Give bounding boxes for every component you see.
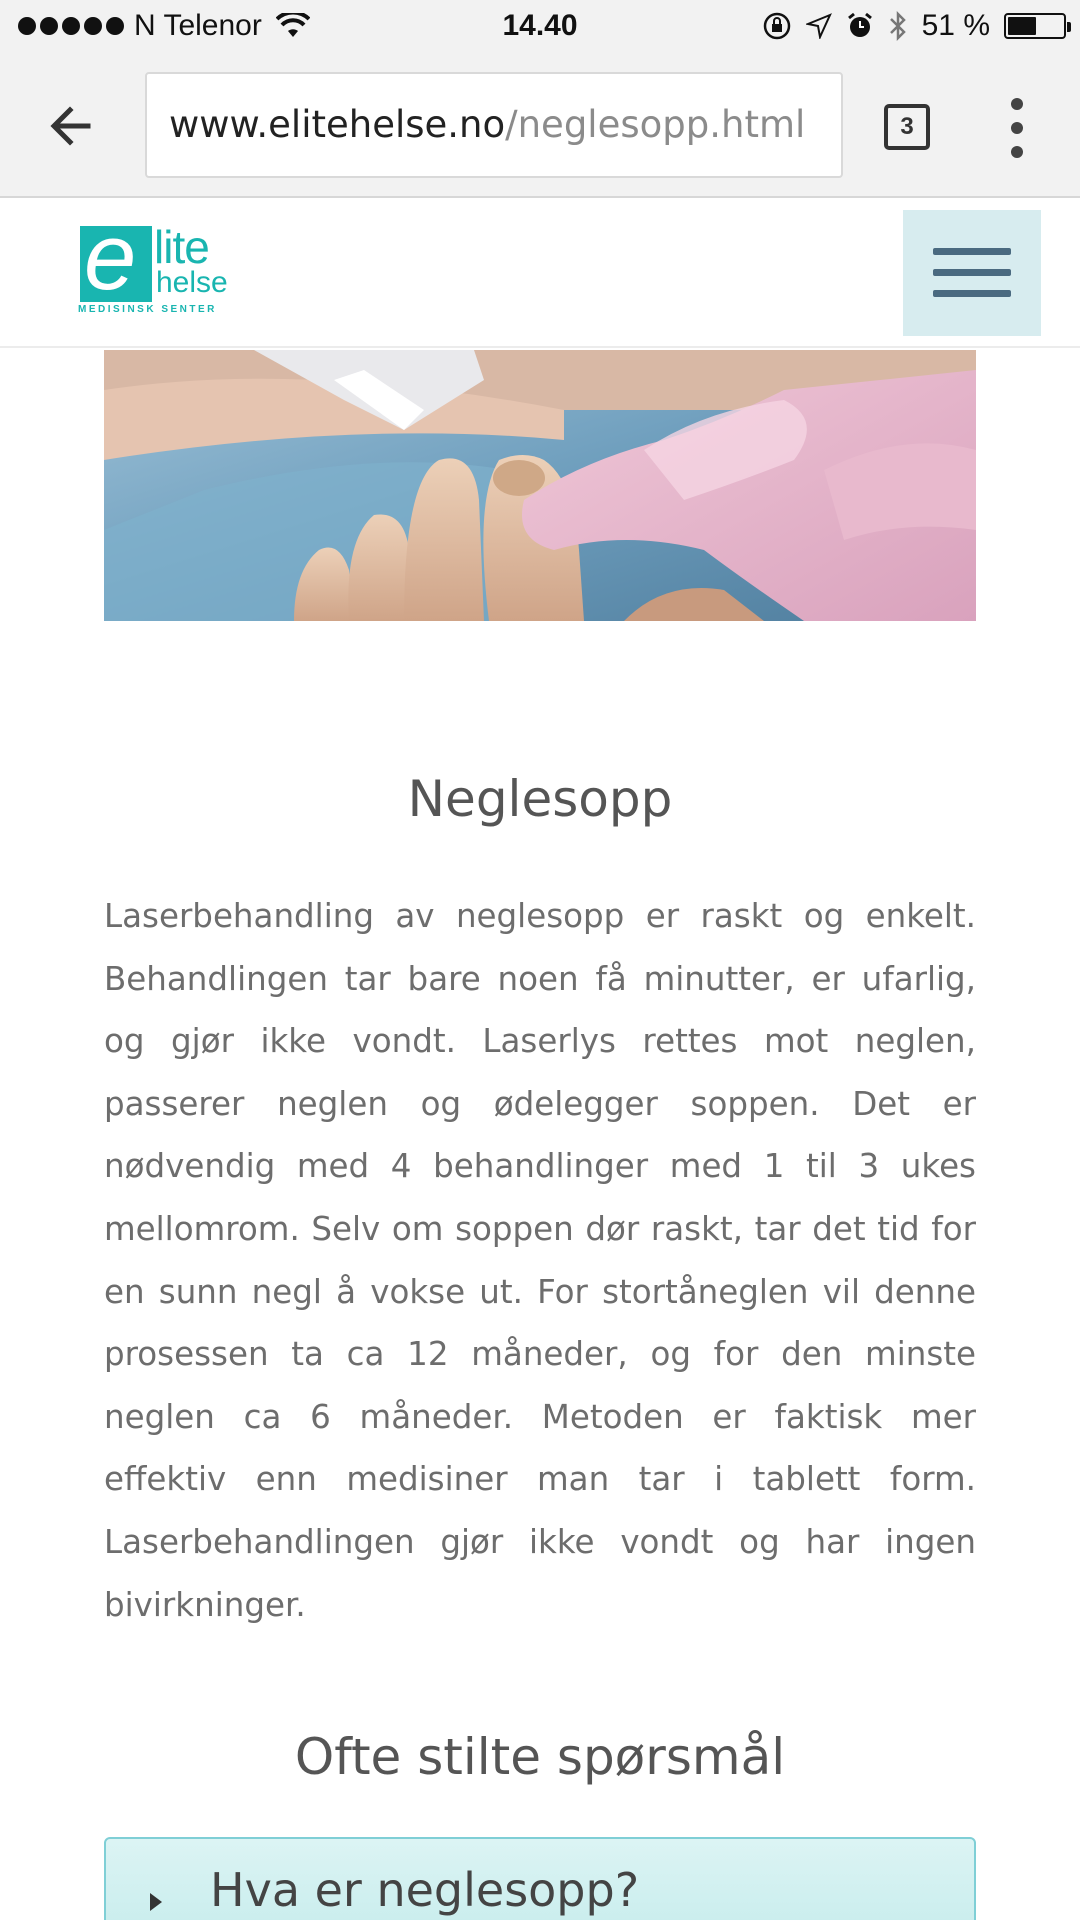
more-options-icon[interactable] <box>1004 98 1030 158</box>
faq-question-label: Hva er neglesopp? <box>210 1863 640 1917</box>
battery-percent: 51 % <box>921 9 990 42</box>
status-right <box>762 9 1066 43</box>
alarm-icon <box>846 12 874 40</box>
address-bar[interactable] <box>145 72 843 178</box>
status-bar <box>0 0 1080 54</box>
carrier-name: N Telenor <box>134 9 262 42</box>
browser-toolbar <box>0 54 1080 198</box>
faq-heading: Ofte stilte spørsmål <box>294 1728 786 1786</box>
back-arrow-icon[interactable] <box>44 98 100 154</box>
elitehelse-logo[interactable]: e lite helse MEDISINSK SENTER <box>78 204 228 315</box>
page-title: Neglesopp <box>407 770 673 828</box>
laser-treatment-photo <box>104 350 976 621</box>
expand-arrow-icon <box>150 1893 162 1911</box>
battery-icon <box>1004 13 1066 39</box>
faq-accordion-item[interactable] <box>104 1837 976 1920</box>
url-path: /neglesopp.html <box>505 103 806 146</box>
location-icon <box>806 13 832 39</box>
status-time: 14.40 <box>502 9 578 42</box>
tab-switcher-button[interactable]: 3 <box>884 104 930 150</box>
bluetooth-icon <box>888 10 908 42</box>
hamburger-menu-icon[interactable] <box>903 210 1041 336</box>
site-header <box>0 200 1080 348</box>
article-body: Laserbehandling av neglesopp er raskt og enkelt. Behandlingen tar bare noen få minutter, er ufarlig, og gjør ikke vondt. Laserlys rettes mot neglen, passerer neglen og ødelegger soppen. Det er nødvendig med 4 behandlinger med 1 til 3 ukes mellomrom. Selv om soppen dør raskt, tar det tid for en sunn negl å vokse ut. For stortåneglen vil denne prosessen ta ca 12 måneder, og for den minste neglen ca 6 måneder. Metoden er faktisk mer effektiv enn medisiner man tar i tablett form. Laserbehandlingen gjør ikke vondt og har ingen bivirkninger. <box>104 897 976 1624</box>
battery-level <box>1008 17 1036 35</box>
rotation-lock-icon <box>762 11 792 41</box>
url-domain: www.elitehelse.no <box>169 103 506 146</box>
